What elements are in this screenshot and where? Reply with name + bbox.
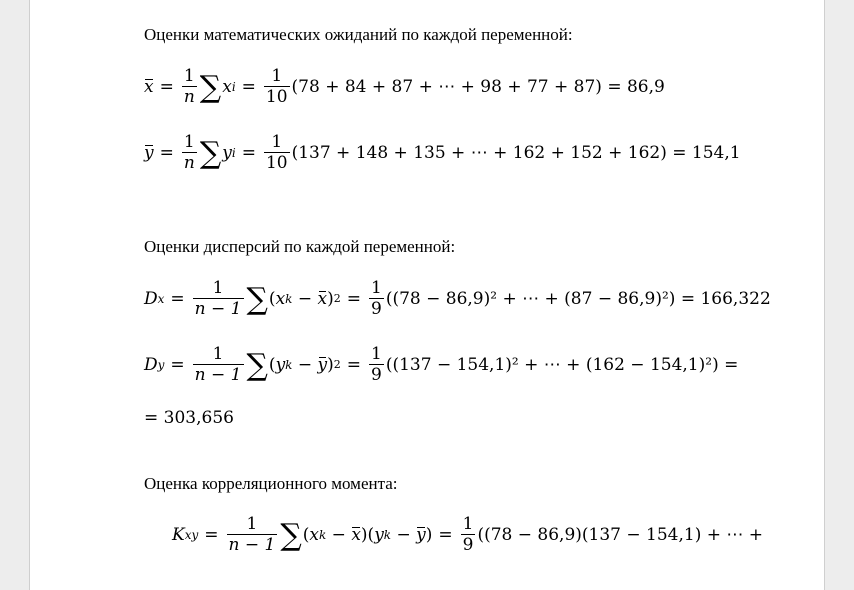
fraction-1-over-9: $\frac{1}{9}$	[370, 278, 382, 319]
dx-expression: ((78 − 86,9)² + ⋯ + (87 − 86,9)²) = 166,322	[385, 288, 771, 309]
sum-symbol: ∑	[199, 69, 222, 105]
equation-kxy: K xy = $\frac{1}{n - 1}$ ∑ ( x k − x )( y k − y ) = $\frac{1}{9}$ ((78 − 86,9)(137 − 154,1) + ⋯ +	[172, 514, 764, 555]
sum-symbol: ∑	[246, 347, 268, 383]
fraction-1-over-10: $\frac{1}{10}$	[265, 132, 288, 173]
equation-dy: D y = $\frac{1}{n - 1}$ ∑ ( y k − y ) 2 = $\frac{1}{9}$ ((137 − 154,1)² + ⋯ + (162 − 154,1)²) =	[144, 344, 739, 385]
y-mean-expression: (137 + 148 + 135 + ⋯ + 162 + 152 + 162) = 154,1	[291, 142, 741, 163]
equation-x-mean: x = $\frac{1}{n}$ ∑ x i = $\frac{1}{10}$ (78 + 84 + 87 + ⋯ + 98 + 77 + 87) = 86,9	[144, 66, 665, 107]
fraction-1-over-n-minus-1: $\frac{1}{n - 1}$	[228, 514, 276, 555]
viewer-margin-left	[0, 0, 30, 590]
equation-dx: D x = $\frac{1}{n - 1}$ ∑ ( x k − x ) 2 = $\frac{1}{9}$ ((78 − 86,9)² + ⋯ + (87 − 86,9)²) = 166,322	[144, 278, 771, 319]
sum-symbol: ∑	[280, 517, 302, 553]
sum-symbol: ∑	[199, 135, 222, 171]
kxy-expression: ((78 − 86,9)(137 − 154,1) + ⋯ +	[477, 524, 764, 545]
fraction-1-over-n-minus-1: $\frac{1}{n - 1}$	[194, 278, 242, 319]
equation-y-mean: y = $\frac{1}{n}$ ∑ y i = $\frac{1}{10}$ (137 + 148 + 135 + ⋯ + 162 + 152 + 162) = 154,1	[144, 132, 741, 173]
x-mean-symbol: x	[144, 76, 154, 97]
heading-variances: Оценки дисперсий по каждой переменной:	[144, 237, 456, 256]
sum-symbol: ∑	[246, 281, 268, 317]
heading-correlation: Оценка корреляционного момента:	[144, 474, 398, 493]
fraction-1-over-9: $\frac{1}{9}$	[462, 514, 474, 555]
fraction-1-over-n-minus-1: $\frac{1}{n - 1}$	[194, 344, 242, 385]
dy-expression: ((137 − 154,1)² + ⋯ + (162 − 154,1)²) =	[385, 354, 739, 375]
fraction-1-over-n: $\frac{1}{n}$	[183, 132, 195, 173]
page-edge-right	[824, 0, 825, 590]
viewer-margin-right	[824, 0, 854, 590]
x-mean-expression: (78 + 84 + 87 + ⋯ + 98 + 77 + 87) = 86,9	[291, 76, 665, 97]
fraction-1-over-n: $\frac{1}{n}$	[183, 66, 195, 107]
heading-means: Оценки математических ожиданий по каждой переменной:	[144, 25, 573, 44]
y-mean-symbol: y	[144, 142, 154, 163]
dy-continuation: = 303,656	[144, 408, 234, 428]
fraction-1-over-9: $\frac{1}{9}$	[371, 344, 382, 385]
fraction-1-over-10: $\frac{1}{10}$	[265, 66, 288, 107]
